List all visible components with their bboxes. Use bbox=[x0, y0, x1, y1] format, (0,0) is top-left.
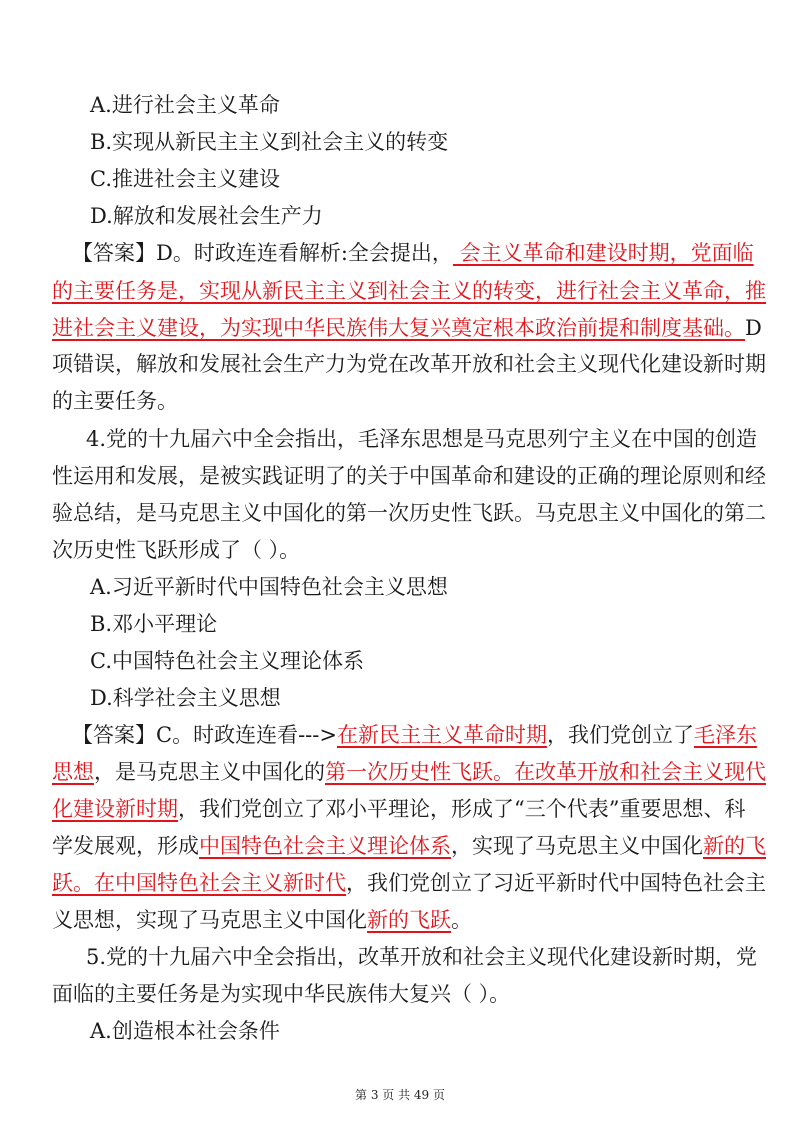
q4-option-d: D.科学社会主义思想 bbox=[90, 686, 281, 710]
q4-stem-line-4: 次历史性飞跃形成了（ ）。 bbox=[52, 538, 301, 562]
q5-stem-line-2: 面临的主要任务是为实现中华民族伟大复兴（ ）。 bbox=[52, 982, 511, 1006]
q5-stem-line-1: 5.党的十九届六中全会指出，改革开放和社会主义现代化建设新时期，党 bbox=[86, 945, 758, 969]
q3-option-c: C.推进社会主义建设 bbox=[90, 167, 280, 191]
q4-option-c: C.中国特色社会主义理论体系 bbox=[90, 649, 364, 673]
q3-answer-line-1: 【答案】D。时政连连看解析:全会提出， 会主义革命和建设时期，党面临 bbox=[72, 241, 754, 265]
q3-option-a: A.进行社会主义革命 bbox=[90, 93, 280, 117]
q3-answer-line-5: 的主要任务。 bbox=[52, 389, 178, 413]
page-footer: 第 3 页 共 49 页 bbox=[355, 1088, 445, 1102]
q3-answer-line-3: 进社会主义建设，为实现中华民族伟大复兴奠定根本政治前提和制度基础。D bbox=[52, 316, 762, 340]
q4-answer-line-2: 思想，是马克思主义中国化的第一次历史性飞跃。在改革开放和社会主义现代 bbox=[52, 760, 766, 784]
q4-stem-line-1: 4.党的十九届六中全会指出，毛泽东思想是马克思列宁主义在中国的创造 bbox=[86, 427, 758, 451]
q4-answer-line-4: 学发展观，形成中国特色社会主义理论体系，实现了马克思主义中国化新的飞 bbox=[52, 834, 766, 858]
q4-option-a: A.习近平新时代中国特色社会主义思想 bbox=[90, 575, 448, 599]
q3-option-d: D.解放和发展社会生产力 bbox=[90, 204, 323, 228]
q4-answer-line-3: 化建设新时期，我们党创立了邓小平理论，形成了“三个代表”重要思想、科 bbox=[52, 797, 746, 821]
q4-answer-line-5: 跃。在中国特色社会主义新时代，我们党创立了习近平新时代中国特色社会主 bbox=[52, 871, 766, 895]
q3-answer-line-4: 项错误，解放和发展社会生产力为党在改革开放和社会主义现代化建设新时期 bbox=[52, 352, 766, 376]
q4-answer-line-1: 【答案】C。时政连连看--->在新民主主义革命时期，我们党创立了毛泽东 bbox=[72, 723, 757, 747]
q4-stem-line-2: 性运用和发展，是被实践证明了的关于中国革命和建设的正确的理论原则和经 bbox=[52, 464, 766, 488]
q3-answer-highlight: 会主义革命和建设时期，党面临 bbox=[452, 241, 754, 265]
q4-option-b: B.邓小平理论 bbox=[90, 612, 218, 636]
q5-option-a: A.创造根本社会条件 bbox=[90, 1019, 280, 1043]
q4-stem-line-3: 验总结，是马克思主义中国化的第一次历史性飞跃。马克思主义中国化的第二 bbox=[52, 501, 766, 525]
q3-answer-line-2: 的主要任务是，实现从新民主主义到社会主义的转变，进行社会主义革命，推 bbox=[52, 279, 766, 303]
q4-answer-line-6: 义思想，实现了马克思主义中国化新的飞跃。 bbox=[52, 908, 472, 932]
q3-option-b: B.实现从新民主主义到社会主义的转变 bbox=[90, 130, 449, 154]
